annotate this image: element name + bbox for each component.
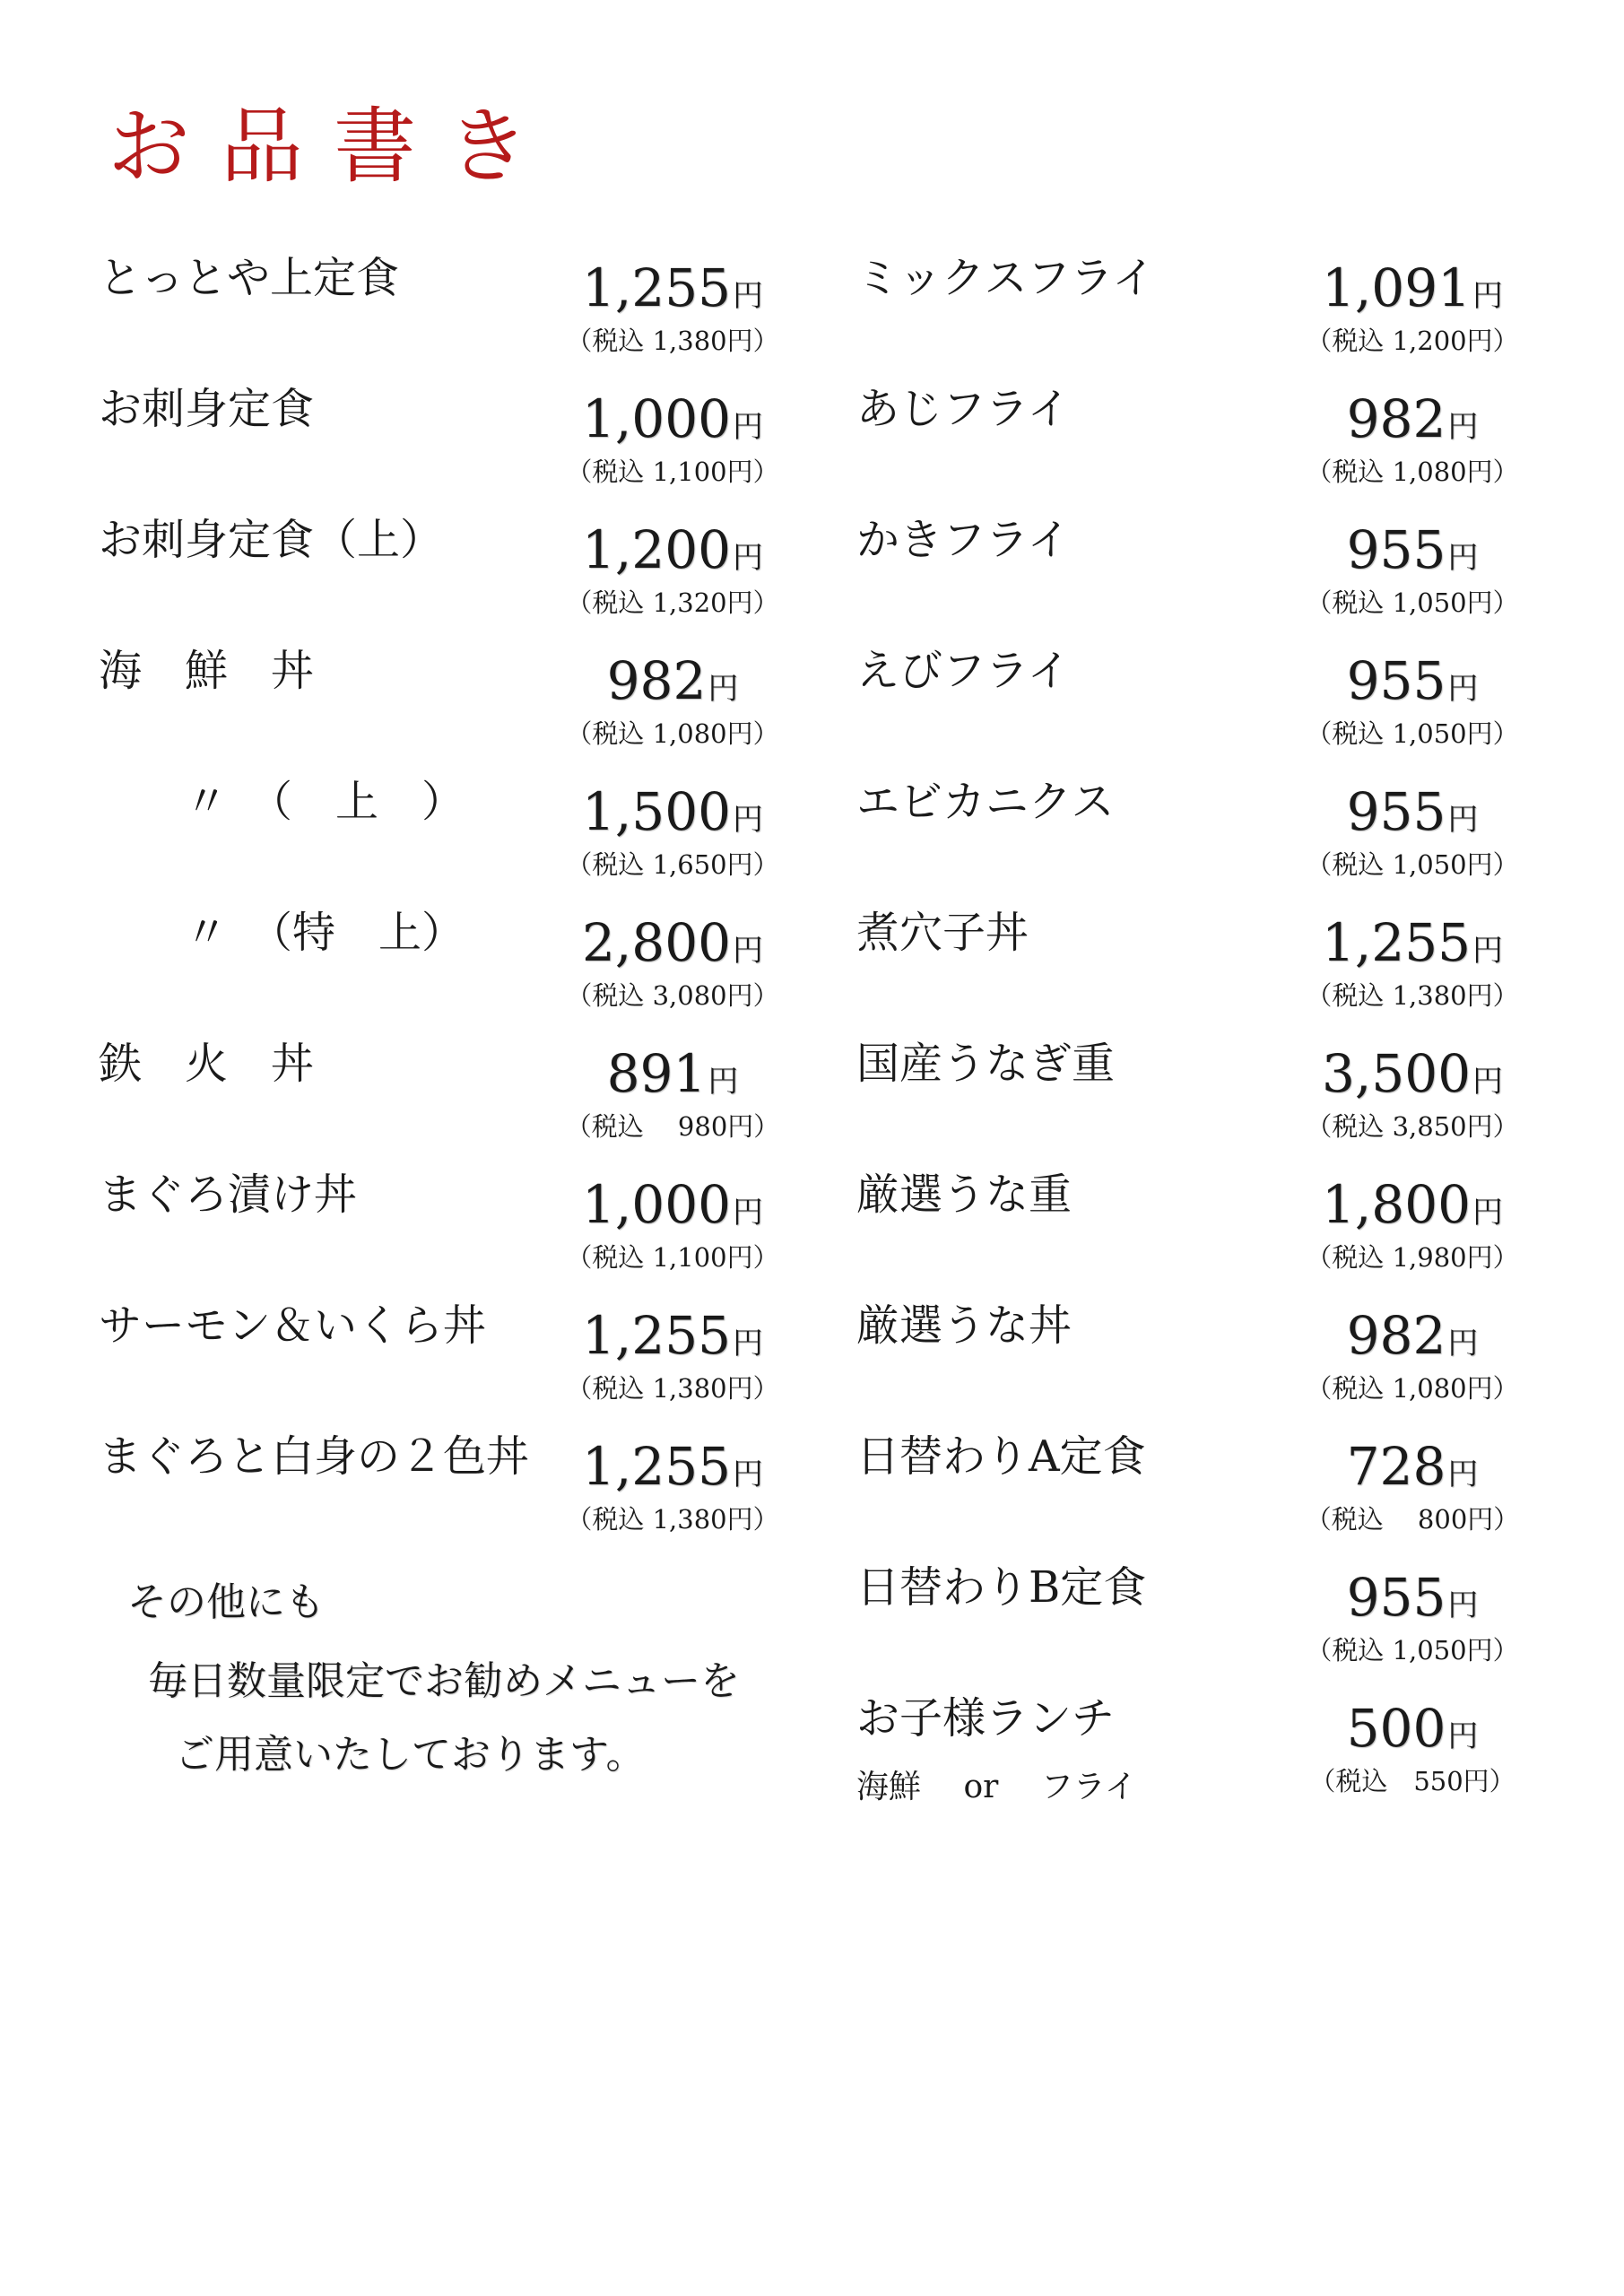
- menu-item-name: ミックスフライ: [856, 253, 1156, 303]
- yen-unit: 円: [733, 1326, 764, 1361]
- menu-item-name: 海 鮮 丼: [99, 646, 315, 696]
- tax-included-price: （税込 1,100円）: [566, 457, 779, 487]
- menu-item-name: 厳選うな重: [856, 1170, 1073, 1220]
- yen-unit: 円: [1447, 671, 1479, 707]
- price-value: 1,500: [581, 781, 732, 842]
- yen-unit: 円: [733, 278, 764, 314]
- price-line: [556, 1436, 789, 1497]
- menu-item: [99, 766, 888, 897]
- price-line: [1296, 1567, 1529, 1628]
- tax-included-price: （税込 1,080円）: [1306, 457, 1519, 487]
- yen-unit: 円: [1447, 1587, 1479, 1623]
- price-value: 1,255: [581, 1305, 732, 1366]
- menu-item-name: 国産うなぎ重: [856, 1039, 1116, 1089]
- menu-item-name: 日替わりA定食: [856, 1431, 1146, 1482]
- tax-included-price: （税込 1,380円）: [566, 1504, 779, 1535]
- tax-included-price: （税込 1,380円）: [566, 326, 779, 356]
- page-title: お品書き: [108, 99, 560, 195]
- price-line: [1296, 388, 1529, 449]
- yen-unit: 円: [708, 671, 739, 707]
- price-block: [1296, 1698, 1529, 1798]
- yen-unit: 円: [733, 802, 764, 838]
- yen-unit: 円: [1447, 1457, 1479, 1492]
- price-line: [556, 1043, 789, 1104]
- tax-included-price: （税込 800円）: [1305, 1504, 1520, 1535]
- price-block: [1296, 1436, 1529, 1536]
- price-value: 1,000: [581, 1174, 732, 1235]
- tax-included-price: （税込 550円）: [1309, 1766, 1515, 1796]
- price-block: [556, 519, 789, 620]
- price-line: [1296, 1174, 1529, 1235]
- tax-included-price: （税込 1,050円）: [1306, 718, 1519, 749]
- price-line: [556, 912, 789, 973]
- menu-item-name: 日替わりB定食: [856, 1562, 1147, 1613]
- price-value: 891: [606, 1043, 707, 1104]
- tax-included-price: （税込 1,980円）: [1306, 1242, 1519, 1273]
- menu-item: [856, 504, 1592, 635]
- yen-unit: 円: [1472, 1064, 1504, 1100]
- price-value: 982: [1346, 388, 1446, 449]
- price-block: [1296, 912, 1529, 1013]
- price-value: 1,255: [581, 1436, 732, 1497]
- yen-unit: 円: [1472, 1195, 1504, 1231]
- menu-item: [99, 1290, 888, 1421]
- price-value: 1,000: [581, 388, 732, 449]
- price-block: [556, 1305, 789, 1405]
- menu-item-name: お刺身定食: [99, 384, 315, 434]
- price-block: [556, 912, 789, 1013]
- price-line: [556, 388, 789, 449]
- price-line: [1296, 519, 1529, 580]
- price-block: [556, 781, 789, 882]
- price-block: [1296, 519, 1529, 620]
- menu-item-name: お子様ランチ: [856, 1693, 1116, 1744]
- yen-unit: 円: [1447, 802, 1479, 838]
- yen-unit: 円: [733, 540, 764, 576]
- yen-unit: 円: [733, 933, 764, 969]
- note-line-2: 毎日数量限定でお勧めメニューを: [148, 1658, 740, 1704]
- price-value: 955: [1346, 1567, 1446, 1628]
- price-value: 955: [1346, 781, 1446, 842]
- menu-item: [856, 1028, 1592, 1159]
- tax-included-price: （税込 1,200円）: [1306, 326, 1519, 356]
- price-block: [556, 1436, 789, 1536]
- price-value: 1,800: [1321, 1174, 1472, 1235]
- tax-included-price: （税込 1,080円）: [1306, 1373, 1519, 1404]
- price-line: [1296, 650, 1529, 711]
- yen-unit: 円: [733, 409, 764, 445]
- menu-item: [856, 1552, 1592, 1683]
- price-block: [1296, 781, 1529, 882]
- menu-item-subtitle: 海鮮 or フライ: [856, 1769, 1137, 1805]
- menu-item: [99, 373, 888, 504]
- menu-item-name: 煮穴子丼: [856, 908, 1029, 958]
- yen-unit: 円: [1447, 1718, 1479, 1754]
- price-value: 1,200: [581, 519, 732, 580]
- menu-item: [856, 1421, 1592, 1552]
- menu-item-name: えびフライ: [856, 646, 1071, 696]
- price-block: [1296, 388, 1529, 489]
- menu-item: [856, 373, 1592, 504]
- menu-item-name: まぐろ漬け丼: [99, 1170, 358, 1220]
- price-line: [556, 1174, 789, 1235]
- price-line: [556, 257, 789, 318]
- price-line: [1296, 1043, 1529, 1104]
- menu-item-name: お刺身定食（上）: [99, 515, 444, 565]
- tax-included-price: （税込 980円）: [565, 1111, 780, 1142]
- price-block: [556, 1043, 789, 1144]
- price-value: 500: [1346, 1698, 1446, 1759]
- note-line-3: ご用意いたしております。: [175, 1732, 646, 1778]
- tax-included-price: （税込 1,650円）: [566, 849, 779, 880]
- menu-item: [856, 1290, 1592, 1421]
- price-line: [1296, 1436, 1529, 1497]
- menu-item-name: エビカニクス: [856, 777, 1115, 827]
- menu-item: [99, 635, 888, 766]
- menu-item-name: 厳選うな丼: [856, 1300, 1073, 1351]
- menu-item: [99, 242, 888, 373]
- menu-item-name: 〃 （ 上 ）: [99, 777, 465, 827]
- price-line: [1296, 1698, 1529, 1759]
- menu-item-name: 鉄 火 丼: [99, 1039, 315, 1089]
- menu-item-name: あじフライ: [856, 384, 1071, 434]
- right-menu-column: [856, 242, 1592, 1874]
- price-value: 1,255: [1321, 912, 1472, 973]
- menu-item: [856, 1159, 1592, 1290]
- menu-item: [856, 1683, 1592, 1813]
- price-value: 728: [1346, 1436, 1446, 1497]
- left-menu-column: [99, 242, 888, 1874]
- menu-item-name: とっとや上定食: [99, 253, 400, 303]
- menu-item: [856, 242, 1592, 373]
- tax-included-price: （税込 3,850円）: [1306, 1111, 1519, 1142]
- price-value: 982: [606, 650, 707, 711]
- tax-included-price: （税込 1,100円）: [566, 1242, 779, 1273]
- price-value: 2,800: [581, 912, 732, 973]
- yen-unit: 円: [1447, 540, 1479, 576]
- tax-included-price: （税込 1,050円）: [1306, 1635, 1519, 1665]
- price-block: [1296, 1043, 1529, 1144]
- price-line: [556, 1305, 789, 1366]
- menu-item: [99, 1159, 888, 1290]
- menu-item: [856, 897, 1592, 1028]
- price-line: [556, 781, 789, 842]
- yen-unit: 円: [1472, 933, 1504, 969]
- yen-unit: 円: [1472, 278, 1504, 314]
- price-block: [1296, 1567, 1529, 1667]
- yen-unit: 円: [1447, 409, 1479, 445]
- price-value: 955: [1346, 650, 1446, 711]
- price-block: [1296, 650, 1529, 751]
- menu-item-name: サーモン＆いくら丼: [99, 1300, 487, 1351]
- price-value: 1,091: [1321, 257, 1472, 318]
- tax-included-price: （税込 3,080円）: [566, 980, 779, 1011]
- price-line: [1296, 781, 1529, 842]
- price-line: [1296, 1305, 1529, 1366]
- menu-item-name: 〃 （特 上）: [99, 908, 465, 958]
- price-block: [556, 388, 789, 489]
- note-line-1: その他にも: [127, 1579, 325, 1625]
- price-value: 955: [1346, 519, 1446, 580]
- price-line: [1296, 257, 1529, 318]
- menu-item: [99, 1028, 888, 1159]
- tax-included-price: （税込 1,050円）: [1306, 849, 1519, 880]
- tax-included-price: （税込 1,050円）: [1306, 587, 1519, 618]
- menu-item: [99, 897, 888, 1028]
- price-block: [1296, 257, 1529, 358]
- price-line: [556, 650, 789, 711]
- menu-item-name: かきフライ: [856, 515, 1071, 565]
- menu-item: [99, 1421, 888, 1552]
- price-value: 3,500: [1321, 1043, 1472, 1104]
- price-block: [556, 257, 789, 358]
- yen-unit: 円: [733, 1457, 764, 1492]
- price-block: [556, 1174, 789, 1274]
- tax-included-price: （税込 1,380円）: [566, 1373, 779, 1404]
- menu-item: [99, 504, 888, 635]
- menu-item: [856, 766, 1592, 897]
- price-value: 1,255: [581, 257, 732, 318]
- tax-included-price: （税込 1,380円）: [1306, 980, 1519, 1011]
- price-block: [1296, 1305, 1529, 1405]
- price-block: [1296, 1174, 1529, 1274]
- yen-unit: 円: [733, 1195, 764, 1231]
- price-block: [556, 650, 789, 751]
- tax-included-price: （税込 1,080円）: [566, 718, 779, 749]
- price-value: 982: [1346, 1305, 1446, 1366]
- price-line: [556, 519, 789, 580]
- price-line: [1296, 912, 1529, 973]
- yen-unit: 円: [708, 1064, 739, 1100]
- tax-included-price: （税込 1,320円）: [566, 587, 779, 618]
- menu-item-name: まぐろと白身の２色丼: [99, 1431, 530, 1482]
- menu-item: [856, 635, 1592, 766]
- yen-unit: 円: [1447, 1326, 1479, 1361]
